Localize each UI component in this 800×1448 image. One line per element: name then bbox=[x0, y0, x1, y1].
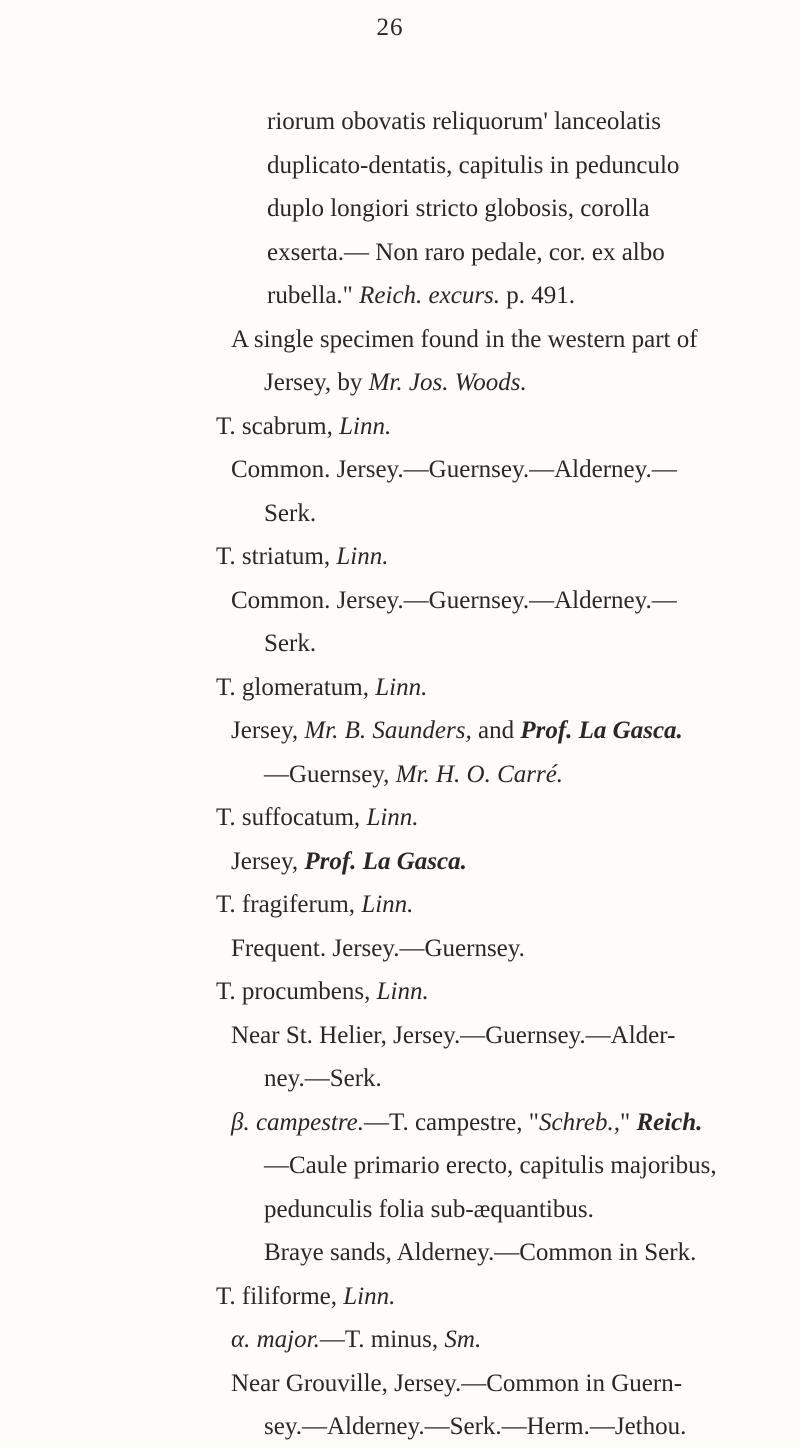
text-line bbox=[231, 932, 525, 965]
text-line bbox=[267, 279, 575, 312]
text-span: rubella." bbox=[267, 282, 360, 309]
text-span: —T. campestre, " bbox=[364, 1108, 539, 1136]
text-line bbox=[216, 671, 427, 704]
text-line bbox=[267, 236, 665, 269]
text-line bbox=[264, 1062, 382, 1095]
text-line bbox=[264, 1410, 686, 1443]
italic-span: Reich. excurs. bbox=[359, 282, 501, 309]
text-line bbox=[231, 714, 683, 747]
text-span: Braye sands, Alderney.—Common in Serk. bbox=[264, 1239, 697, 1266]
text-line bbox=[264, 627, 316, 660]
italic-span: Mr. H. O. Carré. bbox=[395, 760, 564, 788]
italic-span: Prof. La Gasca. bbox=[520, 717, 683, 744]
italic-span: Linn. bbox=[376, 978, 429, 1005]
italic-span: Prof. La Gasca. bbox=[304, 847, 467, 875]
text-line bbox=[231, 1106, 702, 1139]
text-line bbox=[264, 1236, 696, 1269]
italic-span: Linn. bbox=[339, 412, 392, 440]
text-span: sey.—Alderney.—Serk.—Herm.—Jethou. bbox=[264, 1413, 687, 1440]
page-number: 26 bbox=[376, 14, 404, 41]
text-line bbox=[231, 584, 677, 617]
text-line bbox=[231, 1367, 682, 1400]
text-line bbox=[267, 149, 679, 182]
text-span: T. glomeratum, bbox=[216, 673, 376, 701]
text-span: T. suffocatum, bbox=[216, 804, 367, 831]
text-span: Common. Jersey.—Guernsey.—Alderney.— bbox=[231, 456, 677, 483]
text-span: riorum obovatis reliquorum' lanceolatis bbox=[267, 108, 661, 135]
italic-span: Linn. bbox=[336, 543, 389, 570]
text-line bbox=[264, 758, 563, 791]
text-span: T. scabrum, bbox=[216, 412, 340, 440]
text-line bbox=[216, 888, 413, 921]
text-line bbox=[264, 1149, 717, 1182]
italic-span: Schreb., bbox=[538, 1108, 620, 1136]
italic-span: Linn. bbox=[375, 673, 428, 701]
text-line bbox=[264, 1193, 594, 1226]
text-line bbox=[264, 366, 527, 399]
italic-span: Sm. bbox=[444, 1326, 482, 1353]
text-line bbox=[231, 845, 467, 878]
text-line bbox=[267, 105, 661, 138]
text-span: Near Grouville, Jersey.—Common in Guern- bbox=[231, 1369, 683, 1397]
text-span: pedunculis folia sub-æquantibus. bbox=[264, 1195, 594, 1223]
text-span: —Caule primario erecto, capitulis majoribus, bbox=[264, 1152, 717, 1179]
italic-span: Mr. B. Saunders, bbox=[304, 717, 472, 744]
text-span: duplo longiori stricto globosis, corolla bbox=[267, 195, 650, 222]
text-span: and bbox=[471, 717, 521, 744]
text-span: A single specimen found in the western part of bbox=[231, 325, 698, 353]
italic-span: Linn. bbox=[361, 891, 414, 918]
italic-span: α. major. bbox=[231, 1326, 320, 1353]
text-span: Jersey, by bbox=[264, 369, 369, 396]
italic-span: Mr. Jos. Woods. bbox=[368, 369, 527, 396]
text-span: T. procumbens, bbox=[216, 978, 377, 1005]
text-span: T. filiforme, bbox=[216, 1282, 344, 1310]
italic-span: β. campestre. bbox=[231, 1108, 365, 1136]
italic-span: Linn. bbox=[366, 804, 419, 831]
text-span: Common. Jersey.—Guernsey.—Alderney.— bbox=[231, 586, 677, 614]
text-line bbox=[264, 497, 316, 530]
text-span: —T. minus, bbox=[319, 1326, 445, 1353]
text-span: p. 491. bbox=[500, 282, 576, 309]
text-span: Near St. Helier, Jersey.—Guernsey.—Alder- bbox=[231, 1021, 676, 1049]
text-span: —Guernsey, bbox=[264, 760, 396, 788]
italic-span: Reich. bbox=[636, 1108, 703, 1136]
text-line bbox=[231, 323, 698, 356]
text-span: Serk. bbox=[264, 499, 317, 527]
text-line bbox=[216, 975, 429, 1008]
text-span: Frequent. Jersey.—Guernsey. bbox=[231, 934, 525, 962]
text-line bbox=[216, 540, 388, 573]
text-line bbox=[231, 1323, 481, 1356]
text-line bbox=[216, 801, 419, 834]
text-span: Jersey, bbox=[231, 847, 305, 875]
italic-span: Linn. bbox=[343, 1282, 396, 1310]
text-line bbox=[216, 410, 391, 443]
text-span: Serk. bbox=[264, 630, 317, 657]
text-span: Jersey, bbox=[231, 717, 305, 744]
text-span: exserta.— Non raro pedale, cor. ex albo bbox=[267, 238, 665, 266]
text-line bbox=[231, 1019, 675, 1052]
text-span: duplicato-dentatis, capitulis in pedunculo bbox=[267, 151, 680, 179]
text-line bbox=[216, 1280, 395, 1313]
text-span: " bbox=[619, 1108, 637, 1136]
text-span: T. striatum, bbox=[216, 543, 337, 570]
text-span: T. fragiferum, bbox=[216, 891, 362, 918]
text-line bbox=[231, 453, 677, 486]
text-span: ney.—Serk. bbox=[264, 1065, 382, 1092]
text-line bbox=[267, 192, 650, 225]
